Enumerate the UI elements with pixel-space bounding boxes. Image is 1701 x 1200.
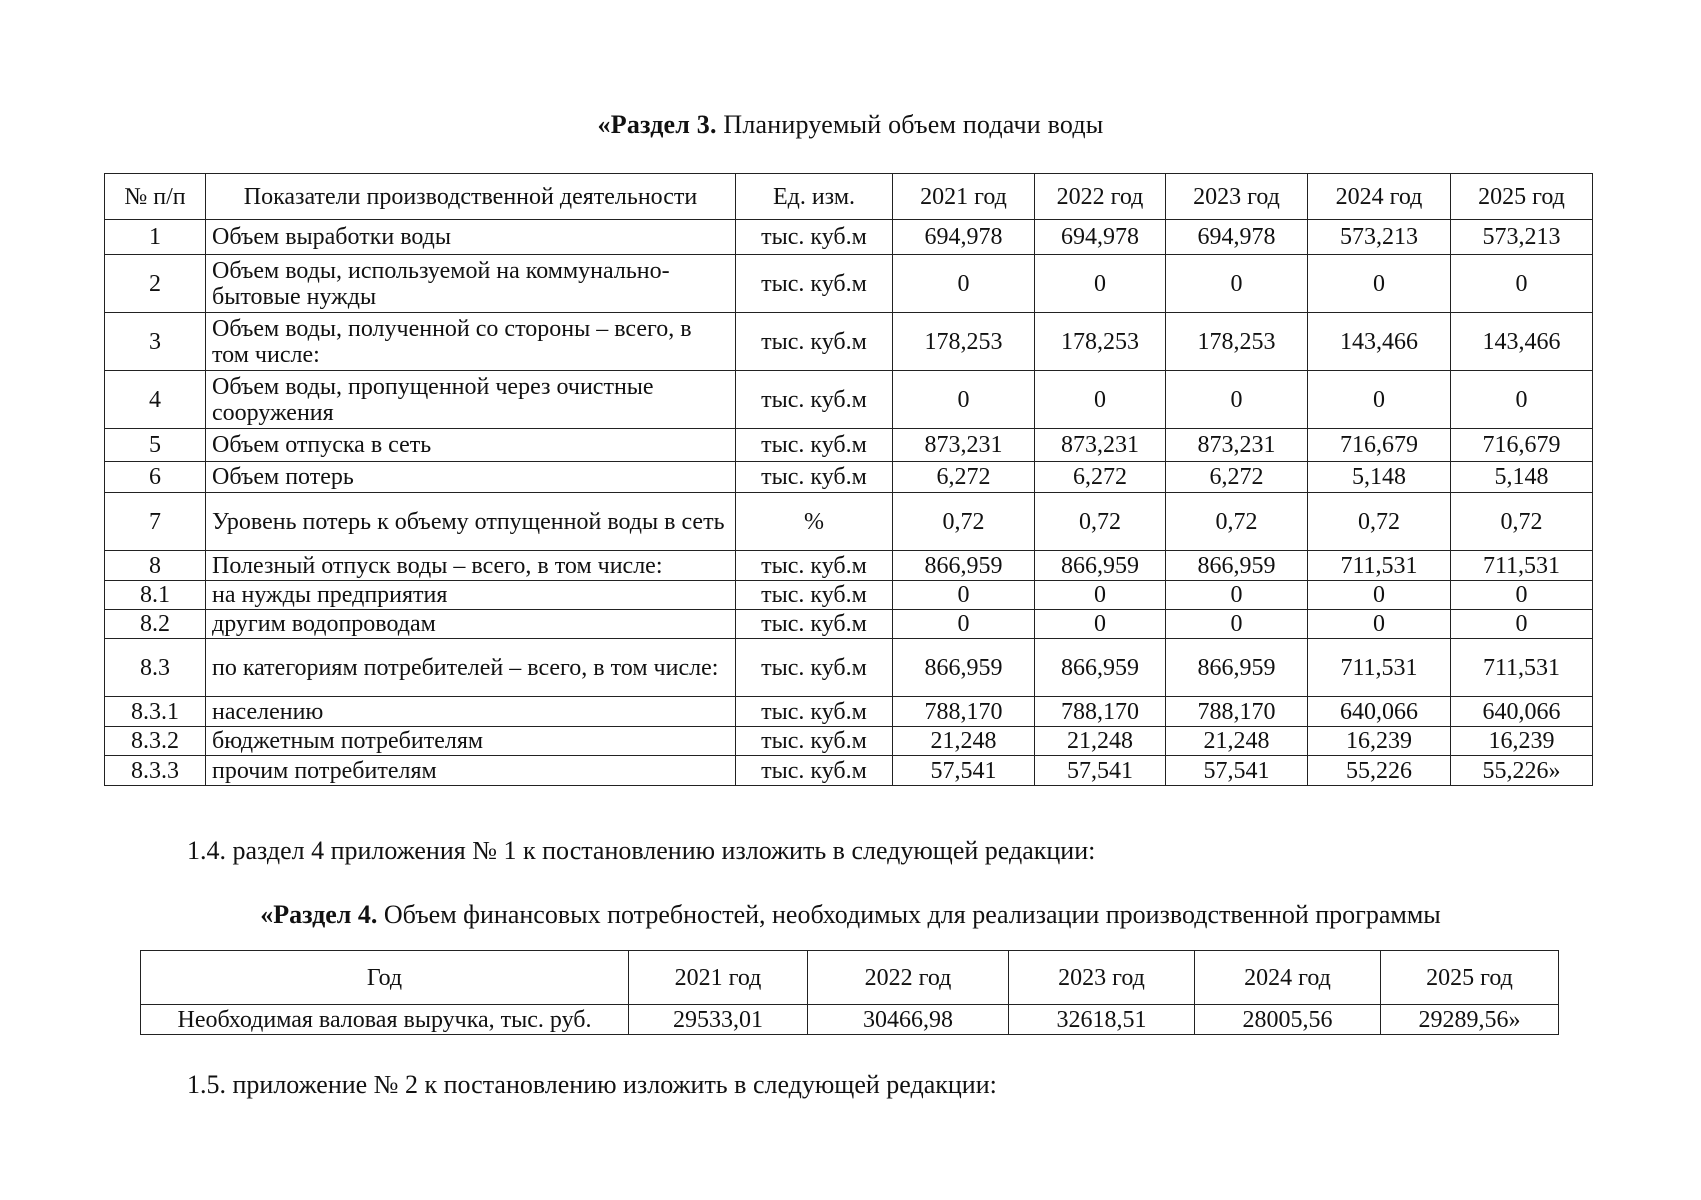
- indicator-name: по категориям потребителей – всего, в том числе:: [206, 639, 736, 697]
- table-row: [105, 462, 1593, 493]
- value-2023: 694,978: [1166, 220, 1308, 255]
- value-2022: 178,253: [1035, 313, 1166, 371]
- unit-cell: тыс. куб.м: [736, 313, 893, 371]
- value-2024: 5,148: [1308, 462, 1451, 493]
- header-year: Год: [141, 951, 629, 1005]
- header-2023: 2023 год: [1009, 951, 1195, 1005]
- indicator-name: Объем выработки воды: [206, 220, 736, 255]
- value-2022: 0: [1035, 610, 1166, 639]
- value-2025: 16,239: [1451, 727, 1593, 756]
- value-2023: 0,72: [1166, 493, 1308, 551]
- unit-cell: тыс. куб.м: [736, 220, 893, 255]
- value-2024: 0: [1308, 581, 1451, 610]
- unit-cell: %: [736, 493, 893, 551]
- value-2021: 0: [893, 371, 1035, 429]
- value-2024: 143,466: [1308, 313, 1451, 371]
- header-2022: 2022 год: [1035, 174, 1166, 220]
- value-2021: 0: [893, 255, 1035, 313]
- revenue-label: Необходимая валовая выручка, тыс. руб.: [141, 1005, 629, 1035]
- water-supply-table: [104, 173, 1593, 786]
- revenue-2024: 28005,56: [1195, 1005, 1381, 1035]
- value-2025: 0: [1451, 581, 1593, 610]
- row-number: 5: [105, 429, 206, 462]
- header-2025: 2025 год: [1451, 174, 1593, 220]
- value-2022: 873,231: [1035, 429, 1166, 462]
- row-number: 6: [105, 462, 206, 493]
- value-2021: 0,72: [893, 493, 1035, 551]
- table-row: [105, 639, 1593, 697]
- value-2022: 694,978: [1035, 220, 1166, 255]
- value-2023: 873,231: [1166, 429, 1308, 462]
- value-2021: 6,272: [893, 462, 1035, 493]
- unit-cell: тыс. куб.м: [736, 610, 893, 639]
- table-row: [105, 493, 1593, 551]
- row-number: 8.3.3: [105, 756, 206, 786]
- revenue-2022: 30466,98: [808, 1005, 1009, 1035]
- section4-title-text: Объем финансовых потребностей, необходимых для реализации производственной программы: [377, 900, 1441, 929]
- header-unit: Ед. изм.: [736, 174, 893, 220]
- row-number: 7: [105, 493, 206, 551]
- indicator-name: другим водопроводам: [206, 610, 736, 639]
- value-2025: 0: [1451, 255, 1593, 313]
- table-row: [105, 313, 1593, 371]
- section4-title-prefix: «Раздел 4.: [260, 900, 378, 929]
- unit-cell: тыс. куб.м: [736, 429, 893, 462]
- row-number: 8: [105, 551, 206, 581]
- table-row: [105, 551, 1593, 581]
- value-2022: 866,959: [1035, 551, 1166, 581]
- value-2025: 711,531: [1451, 639, 1593, 697]
- value-2021: 0: [893, 610, 1035, 639]
- row-number: 8.3.2: [105, 727, 206, 756]
- value-2021: 866,959: [893, 551, 1035, 581]
- value-2025: 0,72: [1451, 493, 1593, 551]
- value-2025: 5,148: [1451, 462, 1593, 493]
- unit-cell: тыс. куб.м: [736, 639, 893, 697]
- revenue-2025: 29289,56»: [1381, 1005, 1559, 1035]
- value-2024: 0: [1308, 255, 1451, 313]
- value-2025: 711,531: [1451, 551, 1593, 581]
- value-2022: 0: [1035, 371, 1166, 429]
- unit-cell: тыс. куб.м: [736, 697, 893, 727]
- revenue-2023: 32618,51: [1009, 1005, 1195, 1035]
- value-2025: 640,066: [1451, 697, 1593, 727]
- paragraph-1-4: 1.4. раздел 4 приложения № 1 к постановлению изложить в следующей редакции:: [187, 836, 1096, 865]
- indicator-name: Полезный отпуск воды – всего, в том числе:: [206, 551, 736, 581]
- value-2024: 640,066: [1308, 697, 1451, 727]
- financial-needs-table: [140, 950, 1559, 1035]
- value-2025: 55,226»: [1451, 756, 1593, 786]
- indicator-name: на нужды предприятия: [206, 581, 736, 610]
- value-2021: 866,959: [893, 639, 1035, 697]
- indicator-name: Объем воды, используемой на коммунально-бытовые нужды: [206, 255, 736, 313]
- value-2023: 0: [1166, 581, 1308, 610]
- indicator-name: Объем потерь: [206, 462, 736, 493]
- value-2024: 0: [1308, 610, 1451, 639]
- value-2023: 0: [1166, 610, 1308, 639]
- indicator-name: прочим потребителям: [206, 756, 736, 786]
- row-number: 8.3: [105, 639, 206, 697]
- value-2024: 0,72: [1308, 493, 1451, 551]
- table-row: [105, 727, 1593, 756]
- value-2021: 21,248: [893, 727, 1035, 756]
- header-2021: 2021 год: [629, 951, 808, 1005]
- table-row: [105, 255, 1593, 313]
- value-2023: 0: [1166, 371, 1308, 429]
- value-2022: 0: [1035, 255, 1166, 313]
- unit-cell: тыс. куб.м: [736, 727, 893, 756]
- value-2024: 573,213: [1308, 220, 1451, 255]
- value-2021: 178,253: [893, 313, 1035, 371]
- revenue-2021: 29533,01: [629, 1005, 808, 1035]
- value-2024: 55,226: [1308, 756, 1451, 786]
- value-2023: 866,959: [1166, 551, 1308, 581]
- table-header-row: [141, 951, 1559, 1005]
- value-2022: 788,170: [1035, 697, 1166, 727]
- value-2022: 866,959: [1035, 639, 1166, 697]
- header-2021: 2021 год: [893, 174, 1035, 220]
- header-2022: 2022 год: [808, 951, 1009, 1005]
- table-row: [105, 220, 1593, 255]
- value-2023: 57,541: [1166, 756, 1308, 786]
- value-2025: 143,466: [1451, 313, 1593, 371]
- section3-title: [0, 110, 1701, 140]
- table-row: [105, 371, 1593, 429]
- row-number: 1: [105, 220, 206, 255]
- value-2021: 788,170: [893, 697, 1035, 727]
- table-row: [105, 756, 1593, 786]
- value-2023: 6,272: [1166, 462, 1308, 493]
- indicator-name: бюджетным потребителям: [206, 727, 736, 756]
- indicator-name: Объем воды, полученной со стороны – всего, в том числе:: [206, 313, 736, 371]
- value-2021: 0: [893, 581, 1035, 610]
- table-row: [141, 1005, 1559, 1035]
- unit-cell: тыс. куб.м: [736, 581, 893, 610]
- unit-cell: тыс. куб.м: [736, 255, 893, 313]
- unit-cell: тыс. куб.м: [736, 551, 893, 581]
- unit-cell: тыс. куб.м: [736, 371, 893, 429]
- value-2023: 21,248: [1166, 727, 1308, 756]
- value-2022: 57,541: [1035, 756, 1166, 786]
- value-2025: 0: [1451, 371, 1593, 429]
- table-row: [105, 581, 1593, 610]
- value-2025: 0: [1451, 610, 1593, 639]
- indicator-name: населению: [206, 697, 736, 727]
- row-number: 8.3.1: [105, 697, 206, 727]
- section3-title-text: Планируемый объем подачи воды: [716, 110, 1104, 139]
- header-2025: 2025 год: [1381, 951, 1559, 1005]
- value-2023: 178,253: [1166, 313, 1308, 371]
- value-2024: 16,239: [1308, 727, 1451, 756]
- value-2022: 6,272: [1035, 462, 1166, 493]
- value-2021: 694,978: [893, 220, 1035, 255]
- value-2021: 57,541: [893, 756, 1035, 786]
- value-2024: 0: [1308, 371, 1451, 429]
- row-number: 8.2: [105, 610, 206, 639]
- value-2021: 873,231: [893, 429, 1035, 462]
- row-number: 2: [105, 255, 206, 313]
- value-2022: 21,248: [1035, 727, 1166, 756]
- value-2025: 716,679: [1451, 429, 1593, 462]
- value-2024: 716,679: [1308, 429, 1451, 462]
- value-2023: 866,959: [1166, 639, 1308, 697]
- header-2024: 2024 год: [1195, 951, 1381, 1005]
- value-2023: 0: [1166, 255, 1308, 313]
- unit-cell: тыс. куб.м: [736, 462, 893, 493]
- table-row: [105, 610, 1593, 639]
- value-2022: 0: [1035, 581, 1166, 610]
- row-number: 8.1: [105, 581, 206, 610]
- indicator-name: Уровень потерь к объему отпущенной воды в сеть: [206, 493, 736, 551]
- row-number: 4: [105, 371, 206, 429]
- paragraph-1-5: 1.5. приложение № 2 к постановлению изложить в следующей редакции:: [187, 1070, 997, 1099]
- table-row: [105, 429, 1593, 462]
- header-2023: 2023 год: [1166, 174, 1308, 220]
- row-number: 3: [105, 313, 206, 371]
- section3-title-prefix: «Раздел 3.: [597, 110, 717, 139]
- value-2024: 711,531: [1308, 551, 1451, 581]
- table-row: [105, 697, 1593, 727]
- header-num: № п/п: [105, 174, 206, 220]
- indicator-name: Объем воды, пропущенной через очистные сооружения: [206, 371, 736, 429]
- table-header-row: [105, 174, 1593, 220]
- section4-title: [0, 900, 1701, 930]
- value-2024: 711,531: [1308, 639, 1451, 697]
- unit-cell: тыс. куб.м: [736, 756, 893, 786]
- value-2022: 0,72: [1035, 493, 1166, 551]
- header-2024: 2024 год: [1308, 174, 1451, 220]
- value-2025: 573,213: [1451, 220, 1593, 255]
- indicator-name: Объем отпуска в сеть: [206, 429, 736, 462]
- value-2023: 788,170: [1166, 697, 1308, 727]
- header-indicator: Показатели производственной деятельности: [206, 174, 736, 220]
